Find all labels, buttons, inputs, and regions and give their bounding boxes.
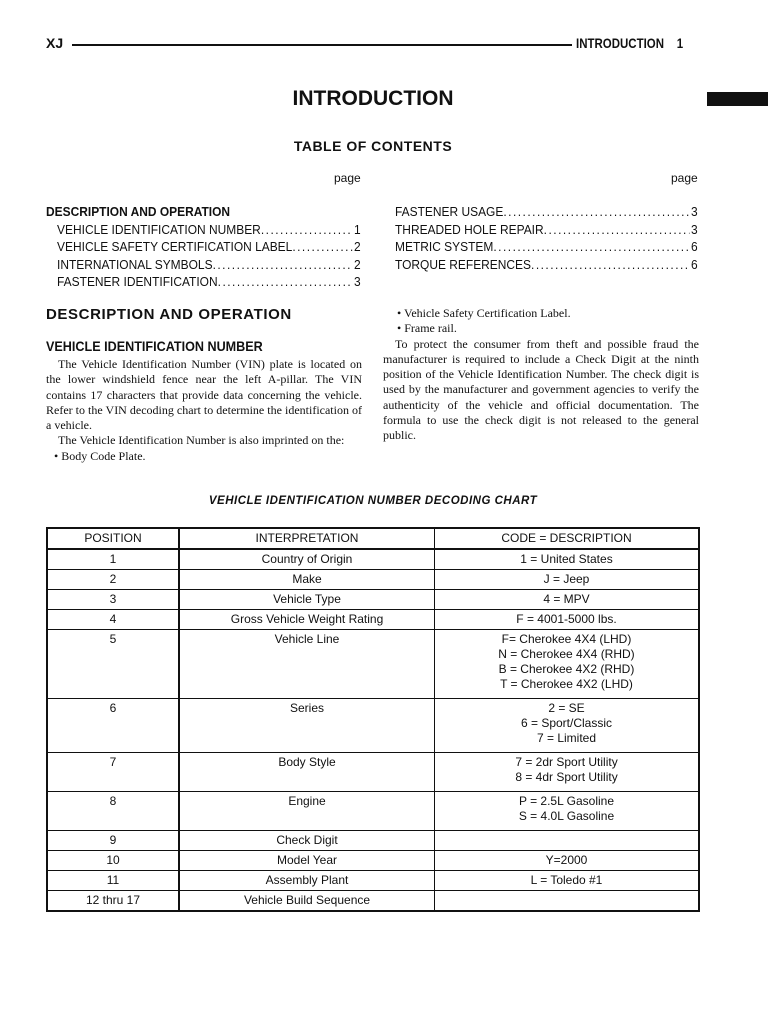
cell-code-description [435, 851, 700, 871]
toc-page-label-right: page [671, 171, 698, 185]
toc-entry-text: TORQUE REFERENCES [395, 256, 532, 272]
cell-interpretation: Check Digit [179, 831, 435, 851]
page-title: INTRODUCTION [292, 87, 454, 110]
vin-decoding-table [46, 527, 700, 912]
cell-code-description [435, 891, 700, 912]
toc-entry-page: 6 [691, 256, 698, 272]
table-row [47, 699, 699, 753]
toc-entry-text: FASTENER IDENTIFICATION [57, 274, 218, 289]
cell-interpretation: Make [179, 570, 435, 590]
column-header: INTERPRETATION [179, 528, 435, 549]
bullet-item: • Vehicle Safety Certification Label. [383, 306, 699, 321]
cell-position: 8 [47, 792, 179, 831]
toc-entry-page: 3 [691, 204, 698, 219]
table-header-row [47, 528, 699, 549]
toc-entry-text: INTERNATIONAL SYMBOLS [57, 256, 213, 272]
cell-position: 11 [47, 871, 179, 891]
toc-leader [213, 256, 353, 274]
toc-leader [218, 273, 353, 291]
cell-position: 7 [47, 753, 179, 792]
bullet-item: • Body Code Plate. [46, 449, 362, 464]
cell-position: 6 [47, 699, 179, 753]
toc-entry[interactable] [46, 256, 361, 274]
cell-position: 5 [47, 630, 179, 699]
code-line: 2 = SE [548, 701, 585, 715]
cell-code-description [435, 549, 700, 570]
cell-code-description [435, 590, 700, 610]
code-line: 4 = MPV [543, 592, 590, 606]
vin-chart-title: VEHICLE IDENTIFICATION NUMBER DECODING CHART [208, 495, 538, 507]
toc-entry-page: 3 [691, 221, 698, 237]
body-paragraph: To protect the consumer from theft and possible fraud the manufacturer is required to include a Check Digit at the ninth position of the Vehicle Identification Number. The check digit is used by the manufacturer and government agencies to verify the authenticity of the vehicle and official documentation. The formula to use the check digit is not released to the general public. [383, 336, 699, 443]
table-row [47, 871, 699, 891]
cell-position: 2 [47, 570, 179, 590]
code-line: T = Cherokee 4X2 (LHD) [500, 677, 633, 691]
toc-leader [261, 221, 352, 239]
code-line: 6 = Sport/Classic [520, 716, 613, 730]
code-line: N = Cherokee 4X4 (RHD) [498, 647, 635, 661]
toc-entry[interactable] [395, 203, 698, 221]
toc-entry[interactable] [46, 273, 361, 291]
toc-entry-page: 6 [691, 239, 698, 254]
table-row [47, 570, 699, 590]
cell-interpretation: Assembly Plant [179, 871, 435, 891]
toc-entry-text: FASTENER USAGE [395, 204, 504, 219]
code-line: J = Jeep [543, 572, 590, 586]
cell-code-description [435, 570, 700, 590]
cell-interpretation: Country of Origin [179, 549, 435, 570]
body-paragraph: The Vehicle Identification Number is also imprinted on the: [58, 433, 345, 448]
cell-interpretation: Series [179, 699, 435, 753]
cell-position: 4 [47, 610, 179, 630]
cell-position: 10 [47, 851, 179, 871]
cell-code-description [435, 699, 700, 753]
code-line: 8 = 4dr Sport Utility [515, 770, 618, 784]
cell-interpretation: Engine [179, 792, 435, 831]
code-line: P = 2.5L Gasoline [518, 794, 615, 808]
cell-position: 12 thru 17 [47, 891, 179, 912]
cell-interpretation: Vehicle Line [179, 630, 435, 699]
body-paragraph: The Vehicle Identification Number (VIN) plate is located on the lower windshield fence near the left A-pillar. The VIN contains 17 characters that provide data concerning the vehicle. Refer to the VIN decoding chart to determine the identification of a vehicle. [46, 357, 362, 433]
toc-entry-text: METRIC SYSTEM [395, 239, 494, 254]
toc-entry-text: VEHICLE IDENTIFICATION NUMBER [57, 221, 261, 237]
code-line: 7 = 2dr Sport Utility [515, 755, 618, 769]
column-header: CODE = DESCRIPTION [435, 528, 700, 549]
body-text-right [383, 306, 699, 444]
code-line: F = 4001-5000 lbs. [516, 612, 617, 626]
toc-leader [544, 221, 690, 239]
cell-code-description [435, 610, 700, 630]
toc-entry-page: 2 [353, 256, 361, 272]
toc-left-column [46, 203, 388, 291]
toc-entry-text: VEHICLE SAFETY CERTIFICATION LABEL [57, 239, 293, 254]
table-row [47, 610, 699, 630]
cell-code-description [435, 831, 700, 851]
toc-right-column [395, 203, 724, 273]
toc-entry[interactable] [46, 221, 361, 239]
column-header: POSITION [47, 528, 179, 549]
header-section [576, 35, 683, 51]
toc-entry-page: 2 [353, 239, 361, 254]
section-heading: DESCRIPTION AND OPERATION [46, 306, 292, 323]
code-line: L = Toledo #1 [530, 873, 603, 887]
toc-title: TABLE OF CONTENTS [293, 138, 453, 154]
cell-code-description [435, 753, 700, 792]
toc-entry[interactable] [395, 238, 698, 256]
toc-entry[interactable] [46, 203, 361, 221]
code-line: B = Cherokee 4X2 (RHD) [498, 662, 635, 676]
body-text-left [46, 357, 362, 464]
table-row [47, 590, 699, 610]
header-model: XJ [46, 35, 64, 51]
toc-entry-text: THREADED HOLE REPAIR [395, 221, 544, 237]
code-line: S = 4.0L Gasoline [518, 809, 615, 823]
toc-entry[interactable] [395, 221, 698, 239]
subsection-heading: VEHICLE IDENTIFICATION NUMBER [46, 338, 263, 354]
toc-entry-text: DESCRIPTION AND OPERATION [46, 204, 231, 219]
table-row [47, 753, 699, 792]
toc-leader [493, 238, 689, 256]
bullet-item: • Frame rail. [383, 321, 699, 336]
toc-entry-page: 1 [353, 221, 361, 237]
table-row [47, 851, 699, 871]
code-line: F= Cherokee 4X4 (LHD) [501, 632, 632, 646]
cell-position: 3 [47, 590, 179, 610]
code-line: Y=2000 [545, 853, 588, 867]
header-page-number: 1 [676, 35, 684, 51]
table-row [47, 630, 699, 699]
toc-leader [503, 203, 689, 221]
cell-interpretation: Gross Vehicle Weight Rating [179, 610, 435, 630]
toc-entry[interactable] [395, 256, 698, 274]
header-section-label: INTRODUCTION [576, 35, 665, 51]
cell-code-description [435, 630, 700, 699]
table-row [47, 891, 699, 912]
cell-interpretation: Model Year [179, 851, 435, 871]
cell-position: 9 [47, 831, 179, 851]
table-row [47, 831, 699, 851]
cell-position: 1 [47, 549, 179, 570]
table-row [47, 792, 699, 831]
toc-leader [531, 256, 689, 274]
cell-code-description [435, 792, 700, 831]
toc-entry[interactable] [46, 238, 361, 256]
toc-page-label-left: page [334, 171, 361, 185]
code-line: 7 = Limited [536, 731, 597, 745]
cell-code-description [435, 871, 700, 891]
table-body [47, 549, 699, 911]
toc-leader [292, 238, 352, 256]
table-row [47, 549, 699, 570]
code-line: 1 = United States [520, 552, 613, 566]
header-rule [72, 44, 572, 46]
cell-interpretation: Vehicle Type [179, 590, 435, 610]
toc-entry-page: 3 [353, 274, 361, 289]
cell-interpretation: Body Style [179, 753, 435, 792]
cell-interpretation: Vehicle Build Sequence [179, 891, 435, 912]
